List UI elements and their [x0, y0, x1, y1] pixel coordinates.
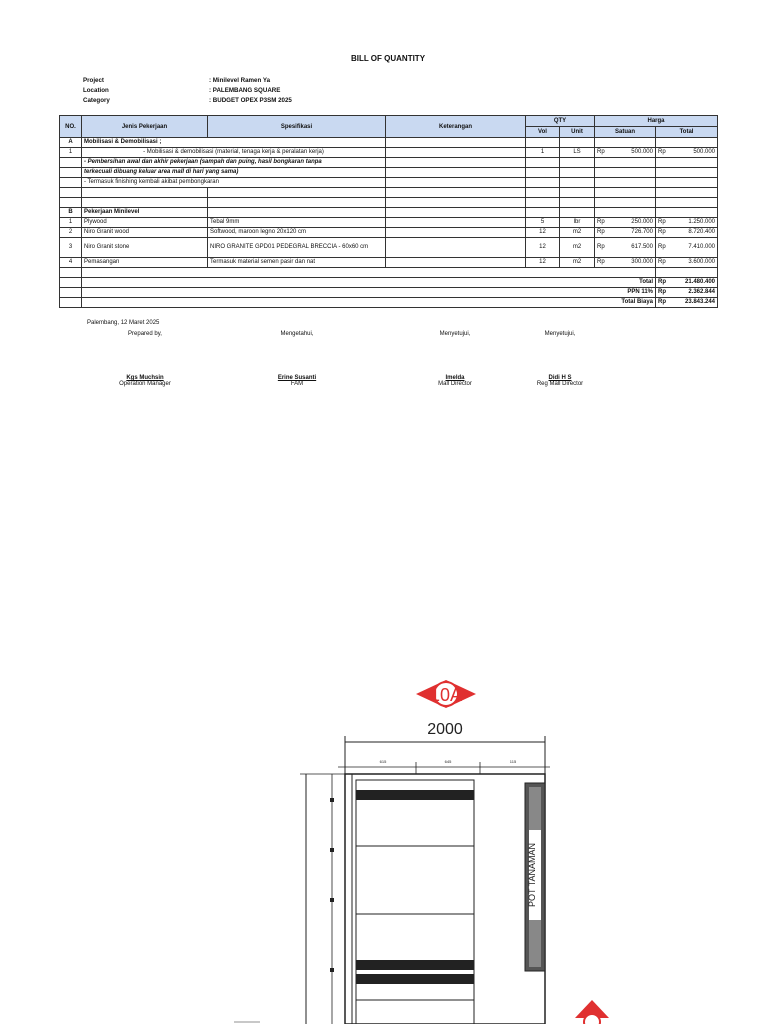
- item-jenis: Plywood: [82, 218, 208, 228]
- item-unit: LS: [560, 148, 595, 158]
- item-satuan: 300.000: [607, 258, 656, 268]
- currency: Rp: [595, 258, 607, 268]
- plan-svg: [220, 670, 640, 1024]
- table-row: [60, 208, 718, 218]
- item-total: 3.600.000: [668, 258, 718, 268]
- header-keterangan: Keterangan: [386, 116, 526, 138]
- ppn-value: 2.362.844: [668, 288, 718, 298]
- currency: Rp: [595, 218, 607, 228]
- header-qty: QTY: [526, 116, 595, 127]
- signature-block: [237, 331, 357, 387]
- item-total: 500.000: [668, 148, 718, 158]
- item-jenis: Pemasangan: [82, 258, 208, 268]
- signature-role: Menyetujui,: [439, 331, 471, 337]
- currency: Rp: [656, 278, 668, 288]
- item-satuan: 617.500: [607, 238, 656, 258]
- currency: Rp: [656, 148, 668, 158]
- sub-dim-label: 115: [509, 759, 517, 764]
- boq-table: [59, 115, 718, 308]
- item-unit: m2: [560, 258, 595, 268]
- signature-role: Menyetujui,: [544, 331, 576, 337]
- currency: Rp: [656, 258, 668, 268]
- section-marker-icon: [416, 680, 476, 708]
- item-no: 2: [60, 228, 82, 238]
- sub-dim-label: 615: [379, 759, 387, 764]
- table-row: [60, 238, 718, 258]
- item-satuan: 250.000: [607, 218, 656, 228]
- grand-total-label: Total Biaya: [82, 298, 656, 308]
- item-vol: 12: [526, 258, 560, 268]
- table-row: [60, 158, 718, 168]
- meta-key: Project: [83, 77, 104, 84]
- currency: Rp: [595, 228, 607, 238]
- total-row: [60, 288, 718, 298]
- section-code: B: [60, 208, 82, 218]
- signature-title: FAM: [290, 381, 304, 387]
- item-total: 7.410.000: [668, 238, 718, 258]
- sub-dim-label: 645: [444, 759, 452, 764]
- table-row: [60, 178, 718, 188]
- item-desc: - Mobilisasi & demobilisasi (material, tenaga kerja & peralatan kerja): [82, 148, 386, 158]
- ppn-label: PPN 11%: [82, 288, 656, 298]
- note-line: - Termasuk finishing kembali akibat pembongkaran: [82, 178, 386, 188]
- item-no: 3: [60, 238, 82, 258]
- table-row: [60, 218, 718, 228]
- signature-name: Erine Susanti: [277, 375, 317, 381]
- header-row: [60, 116, 718, 127]
- item-spek: Softwood, maroon legno 20x120 cm: [208, 228, 386, 238]
- table-row: [60, 188, 718, 198]
- section-marker-icon: [575, 1000, 609, 1024]
- table-row: [60, 148, 718, 158]
- item-satuan: 726.700: [607, 228, 656, 238]
- signature-role: Prepared by,: [128, 331, 162, 337]
- header-vol: Vol: [526, 127, 560, 138]
- meta-key: Category: [83, 97, 110, 104]
- meta-value: : BUDGET OPEX P3SM 2025: [209, 97, 292, 104]
- item-no: 4: [60, 258, 82, 268]
- section-title: Mobilisasi & Demobilisasi ;: [82, 138, 386, 148]
- item-unit: m2: [560, 228, 595, 238]
- item-jenis: Niro Granit stone: [82, 238, 208, 258]
- item-spek: Termasuk material semen pasir dan nat: [208, 258, 386, 268]
- item-vol: 5: [526, 218, 560, 228]
- meta-value: : PALEMBANG SQUARE: [209, 87, 281, 94]
- total-row: [60, 298, 718, 308]
- item-unit: m2: [560, 238, 595, 258]
- table-row: [60, 198, 718, 208]
- item-spek: Tebal 9mm: [208, 218, 386, 228]
- item-vol: 1: [526, 148, 560, 158]
- floor-plan-drawing: [220, 670, 640, 1024]
- signature-block: [395, 331, 515, 387]
- currency: Rp: [656, 218, 668, 228]
- header-unit: Unit: [560, 127, 595, 138]
- currency: Rp: [595, 238, 607, 258]
- item-satuan: 500.000: [607, 148, 656, 158]
- table-row: [60, 168, 718, 178]
- signature-title: Reg Mall Director: [536, 381, 584, 387]
- header-no: NO.: [60, 116, 82, 138]
- planter-box: [525, 783, 545, 971]
- table-row: [60, 268, 718, 278]
- signature-title: Mall Director: [438, 381, 472, 387]
- total-value: 21.480.400: [668, 278, 718, 288]
- header-satuan: Satuan: [595, 127, 656, 138]
- table-row: [60, 258, 718, 268]
- grand-total-value: 23.843.244: [668, 298, 718, 308]
- currency: Rp: [656, 298, 668, 308]
- signature-name: Didi H S: [548, 375, 572, 381]
- total-label: Total: [82, 278, 656, 288]
- meta-value: : Minilevel Ramen Ya: [209, 77, 271, 84]
- signature-block: [500, 331, 620, 387]
- item-jenis: Niro Granit wood: [82, 228, 208, 238]
- item-vol: 12: [526, 238, 560, 258]
- item-unit: lbr: [560, 218, 595, 228]
- currency: Rp: [656, 288, 668, 298]
- header-harga: Harga: [595, 116, 718, 127]
- item-no: 1: [60, 218, 82, 228]
- signature-name: Kgs Muchsin: [126, 375, 164, 381]
- project-meta: [83, 76, 292, 106]
- meta-key: Location: [83, 87, 109, 94]
- place-date: Palembang, 12 Maret 2025: [87, 320, 160, 326]
- header-spesifikasi: Spesifikasi: [208, 116, 386, 138]
- currency: Rp: [595, 148, 607, 158]
- item-spek: NIRO GRANITE GPD01 PEDEGRAL BRECCIA - 60x60 cm: [208, 238, 386, 258]
- item-no: 1: [60, 148, 82, 158]
- item-total: 1.250.000: [668, 218, 718, 228]
- header-total: Total: [656, 127, 718, 138]
- marker-label: 10A: [429, 685, 463, 705]
- total-row: [60, 278, 718, 288]
- currency: Rp: [656, 238, 668, 258]
- signature-name: Imelda: [445, 375, 465, 381]
- item-vol: 12: [526, 228, 560, 238]
- currency: Rp: [656, 228, 668, 238]
- planter-label: POT TANAMAN: [527, 842, 537, 908]
- table-row: [60, 138, 718, 148]
- item-total: 8.720.400: [668, 228, 718, 238]
- note-line: terkecuali dibuang keluar area mall di hari yang sama): [82, 168, 386, 178]
- table-row: [60, 228, 718, 238]
- section-title: Pekerjaan Minilevel: [82, 208, 208, 218]
- signature-block: [85, 331, 205, 387]
- signature-role: Mengetahui,: [280, 331, 314, 337]
- document-title: BILL OF QUANTITY: [350, 54, 426, 63]
- note-line: - Pembersihan awal dan akhir pekerjaan (sampah dan puing, hasil bongkaran tanpa: [82, 158, 386, 168]
- section-code: A: [60, 138, 82, 148]
- dimension-label: 2000: [427, 721, 463, 738]
- header-jenis: Jenis Pekerjaan: [82, 116, 208, 138]
- signature-title: Operation Manager: [119, 381, 171, 387]
